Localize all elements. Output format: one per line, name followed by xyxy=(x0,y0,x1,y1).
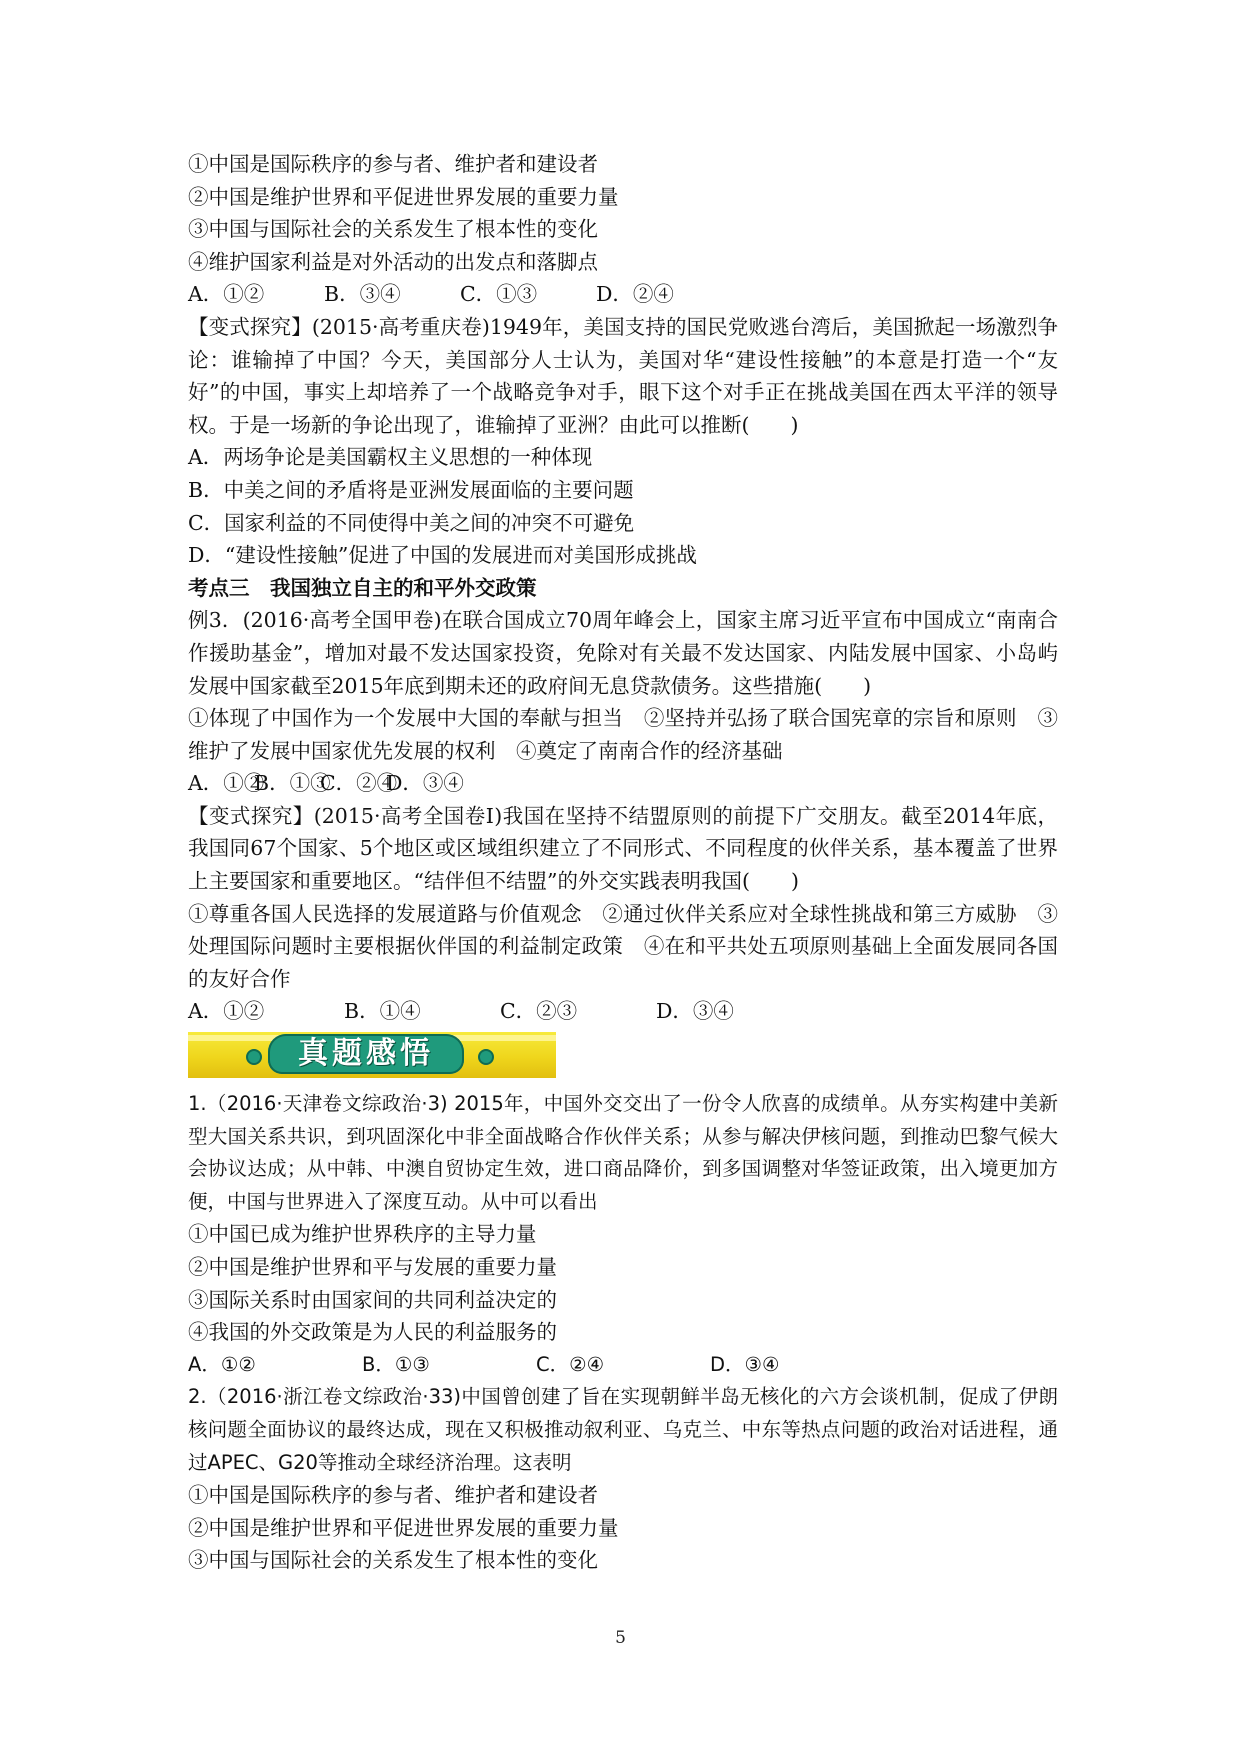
choice-d: D．③④ xyxy=(710,1352,780,1376)
choice-b: B．①④ xyxy=(344,999,421,1024)
question-1-option-4: ④我国的外交政策是为人民的利益服务的 xyxy=(188,1320,557,1345)
option-4: ④维护国家利益是对外活动的出发点和落脚点 xyxy=(188,249,598,274)
variant-2-choices xyxy=(188,995,1058,1028)
question-1-choices xyxy=(188,1349,1058,1382)
choice-a: A．①② xyxy=(188,771,265,796)
choice-b: B．③④ xyxy=(324,282,401,307)
section-heading: 考点三 我国独立自主的和平外交政策 xyxy=(188,575,537,600)
choice-d: D．②④ xyxy=(596,282,674,307)
variant-1-choice-d: D．“建设性接触”促进了中国的发展进而对美国形成挑战 xyxy=(188,543,697,568)
choice-c: C．②④ xyxy=(536,1352,605,1376)
choice-d: D．③④ xyxy=(656,999,734,1024)
banner-dot-icon xyxy=(246,1049,262,1065)
choice-b: B．①③ xyxy=(254,771,331,796)
page-content xyxy=(188,148,1058,1577)
choice-c: C．①③ xyxy=(460,282,538,307)
choice-b: B．①③ xyxy=(362,1352,430,1376)
question-1-option-3: ③国际关系时由国家间的共同利益决定的 xyxy=(188,1287,557,1312)
option-3: ③中国与国际社会的关系发生了根本性的变化 xyxy=(188,217,598,242)
choice-a: A．①② xyxy=(188,999,265,1024)
example-3-options: ①体现了中国作为一个发展中大国的奉献与担当 ②坚持并弘扬了联合国宪章的宗旨和原则 ③维护了发展中国家优先发展的权利 ④奠定了南南合作的经济基础 xyxy=(188,706,1058,763)
question-1: 1.（2016·天津卷文综政治·3) 2015年，中国外交交出了一份令人欣喜的成绩单。从夯实构建中美新型大国关系共识，到巩固深化中非全面战略合作伙伴关系；从参与解决伊核问题，到推动巴黎气候大会协议达成；从中韩、中澳自贸协定生效，进口商品降价，到多国调整对华签证政策，出入境更加方便，中国与世界进入了深度互动。从中可以看出 xyxy=(188,1092,1058,1213)
choice-c: C．②④ xyxy=(320,771,398,796)
question-2-option-1: ①中国是国际秩序的参与者、维护者和建设者 xyxy=(188,1483,598,1508)
choice-d: D．③④ xyxy=(386,771,464,796)
example-3-choices xyxy=(188,767,1058,800)
banner-dot-icon xyxy=(478,1049,494,1065)
option-1: ①中国是国际秩序的参与者、维护者和建设者 xyxy=(188,152,598,176)
example-3-question: 例3．(2016·高考全国甲卷)在联合国成立70周年峰会上，国家主席习近平宣布中国成立“南南合作援助基金”，增加对最不发达国家投资，免除对有关最不发达国家、内陆发展中国家、小岛屿发展中国家截至2015年底到期未还的政府间无息贷款债务。这些措施( ) xyxy=(188,608,1058,698)
question-1-option-1: ①中国已成为维护世界秩序的主导力量 xyxy=(188,1222,537,1247)
section-banner xyxy=(188,1032,556,1078)
option-2: ②中国是维护世界和平促进世界发展的重要力量 xyxy=(188,184,619,209)
banner-title: 真题感悟 xyxy=(298,1036,434,1072)
question-1-option-2: ②中国是维护世界和平与发展的重要力量 xyxy=(188,1255,557,1279)
question-2: 2.（2016·浙江卷文综政治·33)中国曾创建了旨在实现朝鲜半岛无核化的六方会谈机制，促成了伊朗核问题全面协议的最终达成，现在又积极推动叙利亚、乌克兰、中东等热点问题的政治对话进程，通过APEC、G20等推动全球经济治理。这表明 xyxy=(188,1385,1058,1474)
variant-question-1: 【变式探究】(2015·高考重庆卷)1949年，美国支持的国民党败逃台湾后，美国掀起一场激烈争论：谁输掉了中国？今天，美国部分人士认为，美国对华“建设性接触”的本意是打造一个“友好”的中国，事实上却培养了一个战略竞争对手，眼下这个对手正在挑战美国在西太平洋的领导权。于是一场新的争论出现了，谁输掉了亚洲？由此可以推断( ) xyxy=(188,314,1058,437)
variant-1-choice-c: C．国家利益的不同使得中美之间的冲突不可避免 xyxy=(188,510,635,535)
choice-c: C．②③ xyxy=(500,999,578,1024)
choice-a: A．①② xyxy=(188,1352,256,1376)
choice-a: A．①② xyxy=(188,282,265,307)
variant-2-options: ①尊重各国人民选择的发展道路与价值观念 ②通过伙伴关系应对全球性挑战和第三方威胁 ③处理国际问题时主要根据伙伴国的利益制定政策 ④在和平共处五项原则基础上全面发展同各国的友好合作 xyxy=(188,901,1058,991)
question-2-option-3: ③中国与国际社会的关系发生了根本性的变化 xyxy=(188,1548,598,1573)
question-2-option-2: ②中国是维护世界和平促进世界发展的重要力量 xyxy=(188,1515,619,1540)
page-number: 5 xyxy=(615,1628,626,1648)
variant-1-choice-a: A．两场争论是美国霸权主义思想的一种体现 xyxy=(188,445,593,470)
variant-1-choice-b: B．中美之间的矛盾将是亚洲发展面临的主要问题 xyxy=(188,477,634,502)
answer-choices xyxy=(188,278,1058,311)
variant-question-2: 【变式探究】(2015·高考全国卷Ⅰ)我国在坚持不结盟原则的前提下广交朋友。截至2014年底，我国同67个国家、5个地区或区域组织建立了不同形式、不同程度的伙伴关系，基本覆盖了世界上主要国家和重要地区。“结伴但不结盟”的外交实践表明我国( ) xyxy=(188,803,1058,894)
